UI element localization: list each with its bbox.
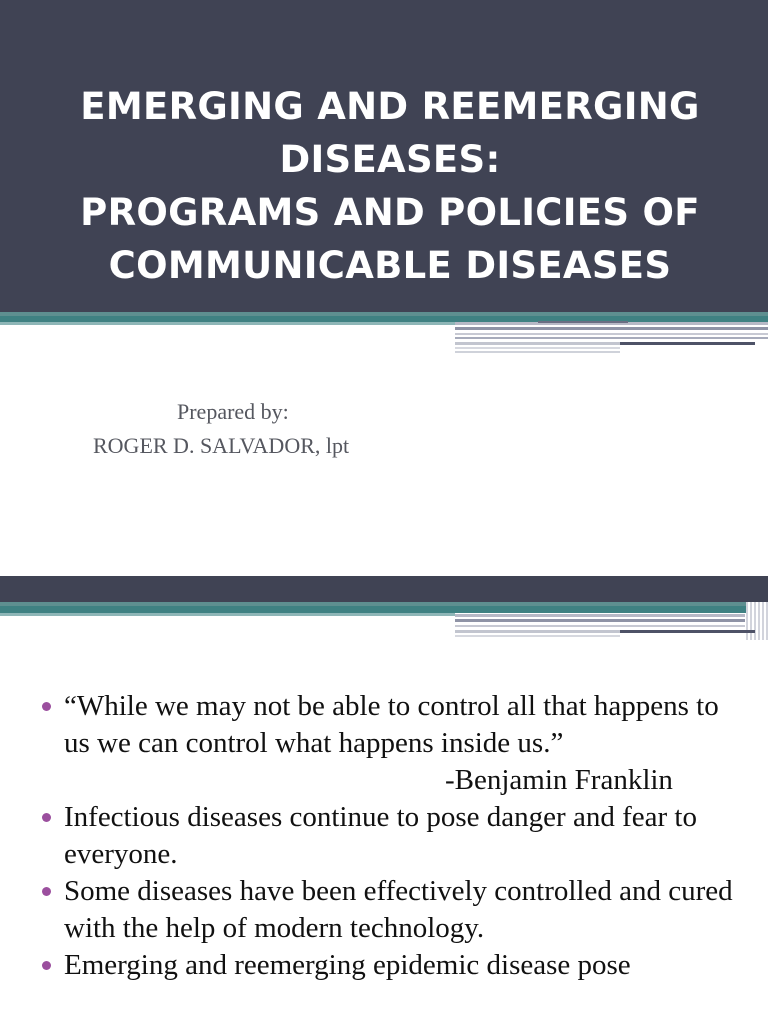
title-line: COMMUNICABLE DISEASES xyxy=(108,244,672,287)
title-line: EMERGING AND REEMERGING xyxy=(80,85,700,128)
list-item xyxy=(40,688,740,762)
bullet-icon xyxy=(42,887,51,896)
decorative-stripes xyxy=(0,602,768,650)
bullet-icon xyxy=(42,813,51,822)
bullet-text: Emerging and reemerging epidemic disease pose xyxy=(64,949,631,981)
list-item xyxy=(40,947,740,984)
bullet-text: Some diseases have been effectively controlled and cured with the help of modern technology. xyxy=(64,875,733,944)
title-line: DISEASES: xyxy=(279,138,501,181)
quote-text: “While we may not be able to control all that happens to us we can control what happens inside us.” xyxy=(64,690,719,759)
prepared-label: Prepared by: xyxy=(177,399,289,424)
bullet-icon xyxy=(42,961,51,970)
decorative-stripes xyxy=(0,312,768,360)
slide-title xyxy=(40,80,740,292)
title-band xyxy=(0,576,768,602)
content-slide xyxy=(0,576,768,1024)
bullet-icon xyxy=(42,702,51,711)
bullet-list xyxy=(40,688,740,984)
list-item xyxy=(40,762,740,799)
bullet-text: Infectious diseases continue to pose danger and fear to everyone. xyxy=(64,801,697,870)
author-name: ROGER D. SALVADOR, lpt xyxy=(93,433,350,458)
list-item xyxy=(40,799,740,873)
title-line: PROGRAMS AND POLICIES OF xyxy=(80,191,700,234)
list-item xyxy=(40,873,740,947)
quote-author: -Benjamin Franklin xyxy=(445,764,673,796)
